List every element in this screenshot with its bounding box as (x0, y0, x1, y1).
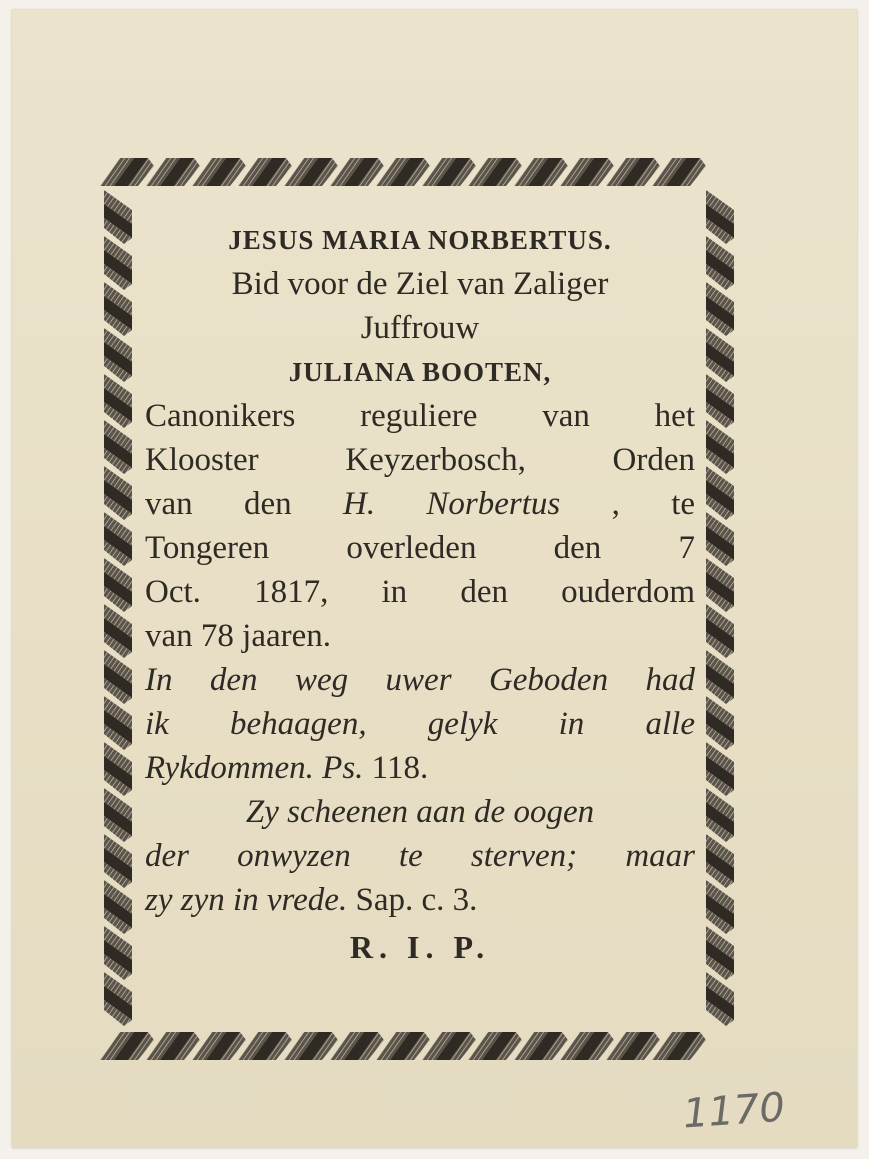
quote-1-line-3-a: Rykdommen. Ps. (145, 750, 364, 786)
quote-2-line-1: Zy scheenen aan de oogen (245, 794, 595, 830)
text-line-5-a: van den (145, 486, 292, 522)
prayer-line-1: Bid voor de Ziel van Zaliger (231, 266, 609, 302)
deceased-name: JULIANA BOOTEN, (288, 357, 552, 387)
quote-1-line-3-b: 118. (371, 750, 429, 786)
quote-2-line-3-a: zy zyn in vrede. (145, 882, 348, 918)
card-text (145, 218, 695, 972)
text-line-6: Tongeren overleden den 7 (145, 530, 695, 566)
text-line-4: Klooster Keyzerbosch, Orden (145, 442, 695, 478)
archive-number: 1170 (681, 1084, 787, 1138)
heading: JESUS MARIA NORBERTUS. (228, 225, 612, 255)
text-line-8: van 78 jaaren. (145, 618, 331, 654)
text-line-5-c: , te (611, 486, 696, 522)
quote-2-line-2: der onwyzen te sterven; maar (145, 838, 695, 874)
rip-line: R. I. P. (349, 929, 491, 965)
text-line-5 (145, 482, 695, 526)
quote-2-line-3 (145, 878, 695, 922)
saint-name: H. Norbertus (342, 486, 561, 522)
quote-1-line-3 (145, 746, 695, 790)
quote-2-line-3-b: Sap. c. 3. (355, 882, 478, 918)
quote-1-line-2: ik behaagen, gelyk in alle (145, 706, 695, 742)
quote-1-line-1: In den weg uwer Geboden had (145, 662, 695, 698)
prayer-line-2: Juffrouw (360, 310, 480, 346)
text-line-7: Oct. 1817, in den ouderdom (145, 574, 695, 610)
text-line-3: Canonikers reguliere van het (145, 398, 695, 434)
